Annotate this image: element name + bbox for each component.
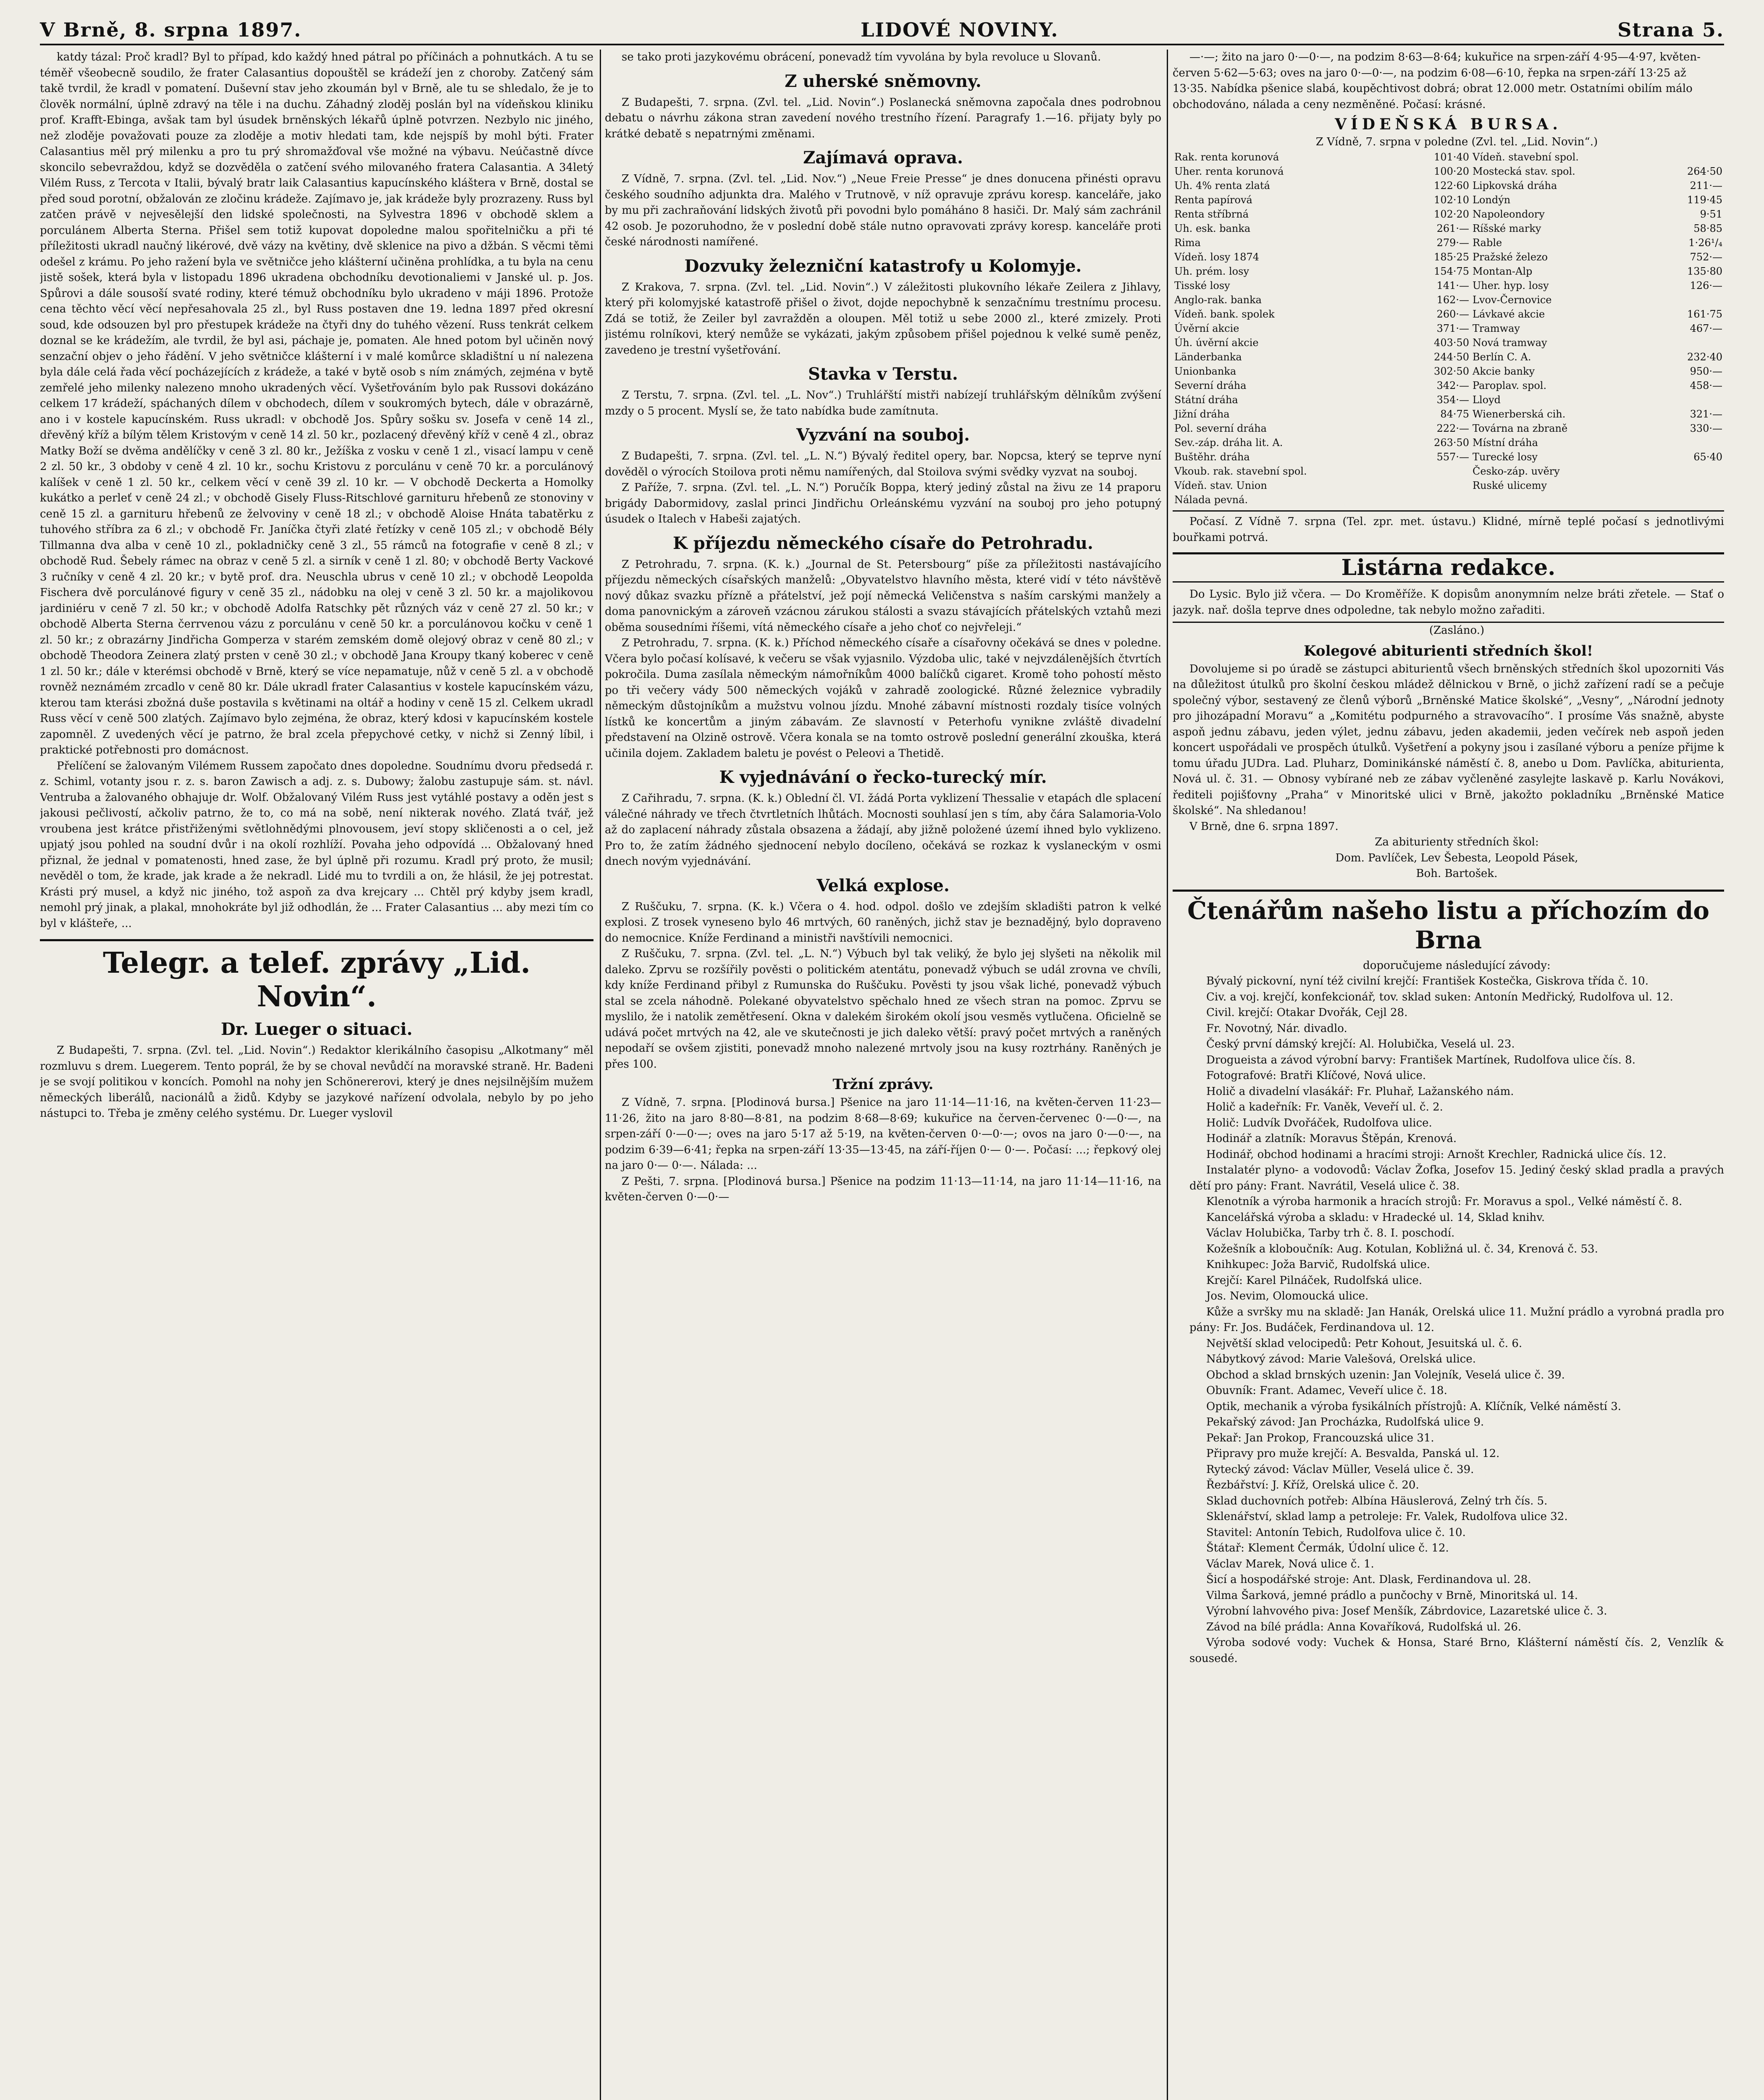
exchange-item-name: Renta stříbrná [1174, 208, 1249, 220]
exchange-row [1173, 393, 1724, 407]
exchange-item-value: 185·25 [1434, 251, 1470, 263]
article-paragraph: Z Budapešti, 7. srpna. (Zvl. tel. „Lid. Novin“.) Poslanecká sněmovna započala dnes podrobnou debatu o návrhu zákona stran zavedení nového trestního řízení. Paragrafy 1.—16. přijaty byly po krátké debatě s nepatrnými změnami. [605, 96, 1161, 140]
exchange-item-value: 154·75 [1434, 265, 1470, 277]
exchange-row [1173, 464, 1724, 478]
ad-entry: Pekařský závod: Jan Procházka, Rudolfská ulice 9. [1206, 1416, 1484, 1428]
exchange-item-value: 161·75 [1687, 308, 1722, 320]
exchange-item-value: 557·— [1436, 451, 1470, 463]
exchange-item-name: Montan-Alp [1473, 265, 1533, 277]
ad-entry: Obuvník: Frant. Adamec, Veveří ulice č. 18. [1206, 1384, 1447, 1397]
exchange-item-name: Länderbanka [1174, 351, 1242, 363]
exchange-row [1173, 364, 1724, 378]
ad-entry: Šicí a hospodářské stroje: Ant. Dlask, Ferdinandova ul. 28. [1206, 1573, 1531, 1586]
article-paragraph: Z Budapešti, 7. srpna. (Zvl. tel. „Lid. Novin“.) Redaktor klerikálního časopisu „Alkotmany“ měl rozmluvu s drem. Luegerem. Tento poprál, že by se choval nevůdčí na moravské straně. Hr. Badeni je se svojí politikou v koncích. Pomohl na nohy jen Schönererovi, který je dnes nejsilnějším mužem německých liberálů, nacionálů a židů. Kdyby se jazykové nařízení odvolala, nebylo by po jeho nástupci to. Třeba je změny celého systému. Dr. Lueger vyslovil [40, 1044, 593, 1120]
exchange-item-value: 58·85 [1693, 223, 1722, 234]
exchange-item-value: 135·80 [1687, 265, 1722, 277]
exchange-item-name: Berlín C. A. [1473, 351, 1531, 363]
ad-entry: Kancelářská výroba a skladu: v Hradecké ul. 14, Sklad knihv. [1206, 1211, 1545, 1224]
ad-entry: Instalatér plyno- a vodovodů: Václav Žofka, Josefov 15. Jediný český sklad pradla a pravých dětí pro pány: Frant. Navrátil, Veselá ulice č. 38. [1189, 1164, 1724, 1192]
page-header [40, 17, 1724, 43]
ad-entry: Civ. a voj. krejčí, konfekcionář, tov. sklad suken: Antonín Medřický, Rudolfova ul. 12. [1206, 990, 1673, 1003]
exchange-row [1173, 450, 1724, 464]
exchange-item-name: Uher. renta korunová [1174, 165, 1284, 177]
exchange-row [1173, 307, 1724, 321]
ad-entry: Fr. Novotný, Nár. divadlo. [1206, 1022, 1347, 1035]
exchange-item-name: Vkoub. rak. stavební spol. [1174, 465, 1307, 477]
exchange-item-name: Buštěhr. dráha [1174, 451, 1250, 463]
article-paragraph: Z Terstu, 7. srpna. (Zvl. tel. „L. Nov“.) Truhlářští mistři nabízejí truhlářským dělníkům zvýšení mzdy o 5 procent. Myslí se, že tato nabídka bude zamítnuta. [605, 389, 1161, 417]
ad-entry: Václav Holubička, Tarby trh č. 8. I. poschodí. [1206, 1227, 1455, 1239]
exchange-item-name: Tisské losy [1174, 280, 1230, 291]
exchange-item-value: 263·50 [1434, 437, 1470, 449]
exchange-item-name: Vídeň. losy 1874 [1174, 251, 1259, 263]
exchange-item-name: Paroplav. spol. [1473, 380, 1547, 391]
exchange-item-name: Uh. 4% renta zlatá [1174, 180, 1270, 192]
header-page-number: Strana 5. [1617, 18, 1724, 41]
exchange-item-name: Ríšské marky [1473, 223, 1541, 234]
exchange-heading: VÍDEŇSKÁ BURSA. [1335, 116, 1562, 133]
column-divider-2 [1167, 50, 1168, 2100]
article-paragraph: Z Ruščuku, 7. srpna. (K. k.) Včera o 4. hod. odpol. došlo ve zdejším skladišti patron k velké explosi. Z trosek vyneseno bylo 46 mrtvých, 60 raněných, jichž stav je beznadějný, bylo dopraveno do nemocnice. Kníže Ferdinand a ministři navštívili nemocnici. [605, 900, 1161, 945]
exchange-item-value [1658, 493, 1724, 507]
exchange-item-value: 342·— [1436, 380, 1470, 391]
exchange-item-name: Uher. hyp. losy [1473, 280, 1549, 291]
column-1 [40, 50, 593, 2100]
exchange-item-name: Vídeň. stavební spol. [1473, 151, 1579, 163]
exchange-item-value: 222·— [1436, 423, 1470, 434]
ad-entry: Závod na bílé prádla: Anna Kovaříková, Rudolfská ul. 26. [1206, 1620, 1522, 1633]
exchange-item-value: 119·45 [1687, 194, 1722, 206]
ad-entry: Klenotník a výroba harmonik a hracích strojů: Fr. Moravus a spol., Velké náměstí č. 8. [1206, 1195, 1683, 1208]
exchange-item-value: 330·— [1690, 423, 1722, 434]
exchange-row [1173, 193, 1724, 207]
exchange-item-name: Sev.-záp. dráha lit. A. [1174, 437, 1283, 449]
ad-entry: Největší sklad velocipedů: Petr Kohout, Jesuitská ul. č. 6. [1206, 1337, 1522, 1350]
kolega-text: Dovolujeme si po úradě se zástupci abiturientů všech brněnských středních škol upozorniti Vás na důležitost útulků pro školní českou mládež dělnickou v Brně, o jichž zařízení radí se a pečuje společný výbor, sestavený ze členů výborů „Brněnské Matice školské“, „Vesny“, „Národní jednoty pro jihozápadní Moravu“ a „Komitétu podpurného a stravovacího“. I prosíme Vás snažně, abyste aspoň jednu zábavu, jeden výlet, jednu zábavu, jeden akademii, jeden večírek neb aspoň jeden koncert uspořádali ve prospěch útulků. Vyšetření a pokyny jsou i zasílané výboru a peníze přijme k tomu úřadu JUDra. Lad. Pluharz, Dominikánské náměstí č. 8, anebo u Dom. Pavlíčka, abiturienta, Nová ul. č. 31. — Obnosy vybírané neb ze zábav vyčleněné zasylejte laskavě p. Karlu Novákovi, řediteli pojišťovny „Praha“ v Minoritské ulici v Brně, jakožto pokladníku „Brněnské Matice školské“. Na shledanou! [1173, 662, 1724, 817]
exchange-item-value [1658, 464, 1724, 478]
exchange-row [1173, 421, 1724, 436]
ad-entry: Hodinář a zlatník: Moravus Štěpán, Krenová. [1206, 1132, 1457, 1145]
section-heading: K příjezdu německého císaře do Petrohradu. [673, 533, 1093, 553]
exchange-item-value [1405, 478, 1471, 493]
column-2 [605, 50, 1161, 2100]
exchange-item-name: Česko-záp. uvěry [1473, 465, 1560, 477]
exchange-item-name: Unionbanka [1174, 365, 1236, 377]
exchange-item-value [1658, 150, 1724, 164]
article-paragraph: Z Budapešti, 7. srpna. (Zvl. tel. „L. N.“) Bývalý ředitel opery, bar. Nopcsa, který se teprve nyní dověděl o výrocích Stoilova proti němu namířených, dal Stoilova svými svědky vyzvat na souboj. [605, 450, 1161, 478]
exchange-item-name [1471, 493, 1658, 507]
exchange-item-name: Lvov-Černovice [1473, 294, 1552, 306]
ad-entry: Připravy pro muže krejčí: A. Besvalda, Panská ul. 12. [1206, 1447, 1500, 1460]
ad-entry: Sklenářství, sklad lamp a petroleje: Fr. Valek, Rudolfova ulice 32. [1206, 1510, 1568, 1523]
kolega-date: V Brně, dne 6. srpna 1897. [1189, 820, 1339, 833]
section-heading: Vyzvání na souboj. [796, 425, 970, 445]
ads-list [1173, 974, 1724, 1667]
exchange-item-value: 1·26¹/₄ [1688, 237, 1722, 249]
section-heading: Z uherské sněmovny. [785, 71, 982, 91]
exchange-item-name: Severní dráha [1174, 380, 1247, 391]
exchange-item-name: Anglo-rak. banka [1174, 294, 1262, 306]
ads-subheading: doporučujeme následující závody: [1363, 959, 1551, 972]
listarna-text: Do Lysic. Bylo již včera. — Do Kroměříže. K dopisům anonymním nelze bráti zřetele. — Stať o jazyk. nař. došla teprve dnes odpoledne, tak nebylo možno zařaditi. [1173, 588, 1724, 617]
kolega-signature-intro: Za abiturienty středních škol: [1375, 836, 1539, 848]
ad-entry: Fotografové: Bratři Klíčové, Nová ulice. [1206, 1069, 1426, 1082]
section-heading: Velká explose. [816, 875, 950, 895]
ad-entry: Drogueista a závod výrobní barvy: František Martínek, Rudolfova ulice čís. 8. [1206, 1053, 1635, 1066]
exchange-row [1173, 478, 1724, 493]
exchange-item-value: 84·75 [1440, 408, 1470, 420]
exchange-item-name: Továrna na zbraně [1473, 423, 1568, 434]
exchange-table [1173, 150, 1724, 507]
telegr-subheading: Dr. Lueger o situaci. [220, 1019, 413, 1039]
exchange-row [1173, 293, 1724, 307]
kolega-signature: Dom. Pavlíček, Lev Šebesta, Leopold Pásek, [1335, 851, 1578, 864]
article-paragraph: Přelíčení se žalovaným Vilémem Russem započato dnes dopoledne. Soudnímu dvoru předsedá r. z. Schiml, votanty jsou r. z. s. baron Zawisch a adj. z. s. Dubowy; žalobu zastupuje sám. st. návl. Ventruba a žalovaného obhajuje dr. Wolf. Obžalovaný Vilém Russ jest vytáhlé postavy a oděn jest s jakousi pečlivostí, ačkoliv patrno, že to, co má na sobě, není nikterak nového. Zlatá tvář, jež vroubena jest krátce přistřiženými světlohnědými plnovousem, jeví stopy skličenosti a o cel, jež upjatý jsou pohled na soudní dvůr i na okolí rozhlíží. Povaha jeho odpovídá ... Obžalovaný hned přiznal, že jednal v pomatenosti, hned zase, že byl úplně při rozumu. Kradl prý proto, že musil; nevěděl o tom, že krade, jak krade a že nekradl. Lidé mu to tvrdili a on, že hlásil, že jej potrestat. Krásti prý musel, a když nic jiného, tož aspoň za dva krejcary ... Chtěl prý kdyby jsem kradl, nemohl prý jinak, a plakal, mnohokráte byl již odhodlán, že ... Frater Calasantius ... aby mezi tím co byl v klášteře, ... [40, 759, 593, 930]
exchange-item-value: 65·40 [1693, 451, 1722, 463]
exchange-item-name: Vídeň. stav. Union [1174, 480, 1267, 491]
article-paragraph: katdy tázal: Proč kradl? Byl to případ, kdo každý hned pátral po příčinách a pohnutkách. A tu se téměř všeobecně soudilo, že frater Calasantius dopouštěl se krádeží jen z choroby. Zatčený sám takě tvrdil, že kradl v pomatení. Duševní stav jeho zkoumán byl v Brně, ale tu se shledalo, že je to člověk normální, úplně zdravý na těle i na duchu. Záhadný zloděj poslán byl na vídeňskou kliniku prof. Krafft-Ebinga, avšak tam byl úsudek brněnských lékařů úplně potvrzen. Nezbylo nic jiného, než zloděje považovati pouze za zloděje a motiv hledati tam, kde nejspíš by mohl býti. Frater Calasantius měl prý milenku a pro tu prý shromažďoval vše možné na výbavu. Neúčastně dívce skoncilo sebevraždou, když se dozvěděla o zatčení svého milovaného fratera Calasantia. A 34letý Vilém Russ, z Tercota v Italii, bývalý bratr laik Calasantius kapucínského kláštera v Brně, dostal se před soud porotní, obžalován ze zločinu krádeže. Zajímavo je, jak krádeže byly prozrazeny. Russ byl zatčen právě v nejvesělejší den lidské společnosti, na Sylvestra 1896 v obchodě sklem a porculánem Alberta Sterna. Přišel sem totiž kupovat dopoledne malou spořitelničku a při té příležitosti ukradl naučný likérové, dvě vázy na květiny, dvě sklenice na pivo a džbán. S věcmi těmi odešel z krámu. Po jeho ražení byla ve světničce jeho klášterní učiněna prohlídka, a tu byla na cenu jistě sošek, která byla v listopadu 1896 ukradena obchodníku devotionaliemi v Janské ul. p. Jos. Spůrovi a dále sousoší svaté rodiny, které témuž obchodníku bylo ukradeno v máji 1896. Protože cena těchto věcí věcí nepřesahovala 25 zl., byl Russ postaven dne 19. ledna 1897 před okresní soud, kde odsouzen byl pro přestupek krádeže na čtyři dny do tuhého vězení. Russ tenkrát celkem doznal se ke krádežím, ale tvrdil, že byl asi, páchaje je, pomaten. Ale hned potom byl učiněn nový senzační objev o jeho řádění. V jeho světničce klášterní i v malé komůrce skladištní u ní nalezena byla dále celá řada věcí pocházejících z krádeže, a také v bytě osob s ním známých, zejména v bytě zemřelé jeho milenky nalezeno mnoho ukradených věcí. Vyšetřováním bylo pak Russovi dokázáno celkem 17 krádeží, spáchaných dílem v obchodech, dílem v soukromých bytech, dále v obrazárně, ano i v kostele kapucínském. Russ ukradl: v obchodě Jos. Spůry sošku sv. Josefa v ceně 14 zl., dřevěný kříž a bílým tělem Kristovým v ceně 14 zl. 50 kr., pozlacený dřevěný kříž v ceně 4 zl., obraz Matky Boží se dvěma andělíčky v ceně 3 zl. 80 kr., Ježíška z vosku v ceně 1 zl., visací lampu v ceně 2 zl. 50 kr., 3 obdoby v ceně 4 zl. 10 kr., sochu Kristovu z porculánu v ceně 70 kr. a porculánový kalíšek v ceně 1 zl. 50 kr., celkem věcí v ceně 39 zl. 10 kr. — V obchodě Deckerta a Homolky kukátko a perleť v ceně 24 zl.; v obchodě Gisely Fluss-Ritschlové garnituru hřebenů ze stonoviny v ceně 15 zl. a garnituru hřebenů ze želvoviny v ceně 18 zl.; v obchodě Aloise Hnáta tabatěrku z tuhového stříbra za 6 zl.; v obchodě Fr. Janíčka čtyři zlaté řetízky v ceně 105 zl.; v obchodě Bély Tillmanna dva alba v ceně 10 zl., pokladničky ceně 3 zl., 55 rámců na fotografie v ceně 8 zl.; v obchodě Rud. Šebely rámec na obraz v ceně 5 zl. a sirník v ceně 1 zl. 80; v obchodě Berty Vackové 3 ručníky v ceně 4 zl. 20 kr.; v bytě prof. dra. Neuschla ubrus v ceně 10 zl.; v obchodě Leopolda Fischera dvě porculánové figury v ceně 35 zl., nádobku na olej v ceně 3 zl. 50 kr. a majolikovou jardiniéru v ceně 7 zl. 50 kr.; v obchodě Adolfa Ratschky pět různých váz v ceně 27 zl. 50 kr.; v obchodě Alberta Sterna čerrvenou vázu z porculánu v ceně 50 kr. a porculánovou kočku v ceně 1 zl. 50 kr.; z obrazárny Jindřicha Gomperza v starém zemském domě olejový obraz v ceně 80 zl.; v obchodě Theodora Zeinera zlatý prsten v ceně 30 zl.; v obchodě Jana Kroupy tkaný koberec v ceně 1 zl. 50 kr.; dále v kterémsi obchodě v Brně, který se více nepamatuje, nůž v ceně 5 zl. a v obchodě rovněž neznámém zrcadlo v ceně 80 kr. Dále ukradl frater Calasantius v kostele kapucínském vázu, kterou tam kterási zbožná duše postavila s květinami na oltář a hodiny v ceně 15 zl. Celkem ukradl Russ věcí v ceně 500 zlatých. Zajímavo bylo zejména, že obraz, který kdosi v kapucínském kostele zapomněl. Z uvedených věcí je patrno, že bral zcela přepychové cetky, v nichž si Zenný líbil, i praktické potřebnosti pro domácnost. [40, 51, 593, 756]
exchange-item-name: Státní dráha [1174, 394, 1238, 406]
exchange-row [1173, 378, 1724, 393]
article-paragraph: Z Petrohradu, 7. srpna. (K. k.) Příchod německého císaře a císařovny očekává se dnes v poledne. Včera bylo počasí kolísavé, k večeru se však vyjasnilo. Výzdoba ulic, také v nejvzdálenějších čtvrtích pokročila. Duma zasílala německým námořníkům 4000 balíčků cigaret. Kromě toho pohostí město po tři večery vády 500 německých vojáků v zahradě zoologické. Různé železnice vybradily německým důstojníkům a mužstvu volnou jízdu. Mnohé zábavní místnosti rozdaly tisíce volných lístků ke koncertům a jiným zábavám. Ze slavností v Peterhofu vynikne zvláště divadelní představení na Olzině ostrově. Včera konala se na tomto ostrově poslední generální zkouška, která učinila dojem. Zakladem baletu je povést o Peleovi a Thetidě. [605, 637, 1161, 760]
ad-entry: Štátař: Klement Čermák, Údolní ulice č. 12. [1206, 1542, 1449, 1554]
exchange-item-name: Tramway [1473, 323, 1520, 334]
ad-entry: Rytecký závod: Václav Müller, Veselá ulice č. 39. [1206, 1463, 1474, 1476]
exchange-item-value: 467·— [1690, 323, 1722, 334]
exchange-item-value [1658, 293, 1724, 307]
ad-entry: Holič a kadeřník: Fr. Vaněk, Veveří ul. č. 2. [1206, 1101, 1443, 1113]
kolega-signature: Boh. Bartošek. [1416, 867, 1498, 880]
exchange-item-name: Místní dráha [1473, 437, 1538, 449]
ad-entry: Nábytkový závod: Marie Valešová, Orelská ulice. [1206, 1353, 1476, 1365]
exchange-row [1173, 493, 1724, 507]
exchange-item-value: 122·60 [1434, 180, 1470, 192]
telegr-heading: Telegr. a telef. zprávy „Lid. Novin“. [40, 939, 593, 1013]
ad-entry: Václav Marek, Nová ulice č. 1. [1206, 1557, 1374, 1570]
exchange-item-name: Jižní dráha [1174, 408, 1230, 420]
section-heading: Tržní zprávy. [832, 1076, 934, 1093]
exchange-item-name: Lloyd [1473, 394, 1501, 406]
header-rule [40, 44, 1724, 45]
exchange-item-value: 126·— [1690, 280, 1722, 291]
exchange-row [1173, 250, 1724, 264]
ad-entry: Vilma Šarková, jemné prádlo a punčochy v Brně, Minoritská ul. 14. [1206, 1589, 1578, 1602]
ad-entry: Stavitel: Antonín Tebich, Rudolfova ulice č. 10. [1206, 1526, 1466, 1539]
exchange-item-value: 354·— [1436, 394, 1470, 406]
ad-entry: Řezbářství: J. Kříž, Orelská ulice č. 20. [1206, 1479, 1419, 1491]
exchange-item-value [1658, 478, 1724, 493]
exchange-row [1173, 178, 1724, 193]
ad-entry: Pekař: Jan Prokop, Francouzská ulice 31. [1206, 1431, 1434, 1444]
exchange-item-value: 302·50 [1434, 365, 1470, 377]
exchange-subheading: Z Vídně, 7. srpna v poledne (Zvl. tel. „Lid. Novin“.) [1315, 135, 1598, 148]
ad-entry: Civil. krejčí: Otakar Dvořák, Cejl 28. [1206, 1006, 1408, 1019]
header-masthead: LIDOVÉ NOVINY. [861, 18, 1059, 41]
exchange-item-name: Rak. renta korunová [1174, 151, 1279, 163]
exchange-item-value: 950·— [1690, 365, 1722, 377]
exchange-item-value [1405, 493, 1471, 507]
exchange-item-name: Akcie banky [1473, 365, 1535, 377]
article-paragraph: Z Paříže, 7. srpna. (Zvl. tel. „L. N.“) Poručík Boppa, který jediný zůstal na živu ze 14 praporu brigády Dabormidovy, zaslal princi Jindřichu Orleánskému vyzvání na souboj pro jeho potupný úsudek o Italech v Habeši zajatých. [605, 481, 1161, 525]
exchange-item-name: Rable [1473, 237, 1502, 249]
exchange-item-value [1658, 393, 1724, 407]
exchange-row [1173, 150, 1724, 164]
ad-entry: Hodinář, obchod hodinami a hracími stroji: Arnošt Krechler, Radnická ulice čís. 12. [1206, 1148, 1667, 1161]
section-heading: Stavka v Terstu. [808, 364, 958, 384]
exchange-item-name: Ruské ulicemy [1473, 480, 1547, 491]
market-report: —·—; žito na jaro 0·—0·—, na podzim 8·63—8·64; kukuřice na srpen-září 4·95—4·97, květen-červen 5·62—5·63; oves na jaro 0·—0·—, na podzim 6·08—6·10, řepka na srpen-září 13·25 až 13·35. Nabídka pšenice slabá, koupěchtivost dobrá; obrat 12.000 metr. Ostatními obilím málo obchodováno, nálada a ceny nezměněné. Počasí: krásné. [1173, 51, 1701, 111]
ads-heading: Čtenářům našeho listu a příchozím do Brna [1173, 890, 1724, 955]
exchange-item-value [1405, 464, 1471, 478]
ad-entry: Krejčí: Karel Pilnáček, Rudolfská ulice. [1206, 1274, 1423, 1287]
exchange-item-name: Londýn [1473, 194, 1511, 206]
exchange-item-value: 9·51 [1700, 208, 1722, 220]
exchange-row [1173, 321, 1724, 336]
ad-entry: Holič a divadelní vlasákář: Fr. Pluhař, Lažanského nám. [1206, 1085, 1514, 1098]
article-paragraph: se tako proti jazykovému obrácení, ponevadž tím vyvolána by byla revoluce u Slovanů. [622, 51, 1101, 63]
ad-entry: Kožešník a kloboučník: Aug. Kotulan, Kobližná ul. č. 34, Krenová č. 53. [1206, 1242, 1598, 1255]
exchange-item-value: 244·50 [1434, 351, 1470, 363]
exchange-row [1173, 264, 1724, 278]
exchange-item-value: 102·20 [1434, 208, 1470, 220]
exchange-item-value: 141·— [1436, 280, 1470, 291]
exchange-item-name: Pol. severní dráha [1174, 423, 1267, 434]
exchange-item-name: Rima [1174, 237, 1201, 249]
exchange-item-name: Wienerberská cih. [1473, 408, 1566, 420]
ad-entry: Jos. Nevim, Olomoucká ulice. [1206, 1290, 1369, 1302]
exchange-item-value: 321·— [1690, 408, 1722, 420]
exchange-item-value: 100·20 [1434, 165, 1470, 177]
ad-entry: Optik, mechanik a výroba fysikálních přístrojů: A. Klíčník, Velké náměstí 3. [1206, 1400, 1622, 1413]
ad-entry: Bývalý pickovní, nyní též civilní krejčí: František Kostečka, Giskrova třída č. 10. [1206, 975, 1648, 987]
exchange-item-value: 102·10 [1434, 194, 1470, 206]
exchange-row [1173, 207, 1724, 221]
exchange-row [1173, 350, 1724, 364]
exchange-item-name: Uh. prém. losy [1174, 265, 1249, 277]
exchange-item-name: Turecké losy [1473, 451, 1538, 463]
ad-entry: Sklad duchovních potřeb: Albína Häuslerová, Zelný trh čís. 5. [1206, 1494, 1548, 1507]
section-heading: Dozvuky železniční katastrofy u Kolomyje. [684, 256, 1082, 276]
exchange-item-value: 752·— [1690, 251, 1722, 263]
column-3 [1173, 50, 1724, 2100]
exchange-row [1173, 236, 1724, 250]
header-date: V Brně, 8. srpna 1897. [40, 18, 302, 41]
ad-entry: Výrobní lahvového piva: Josef Menšík, Zábrdovice, Lazaretské ulice č. 3. [1206, 1605, 1607, 1617]
exchange-item-name: Lipkovská dráha [1473, 180, 1557, 192]
article-paragraph: Z Petrohradu, 7. srpna. (K. k.) „Journal de St. Petersbourg“ píše za příležitosti nastávajícího příjezdu německých císařských manželů: „Obyvatelstvo hlavního města, které vidí v této návštěvě nový důkaz svazku přízně a přátelství, jež pojí německá Veličenstva s naším carskými manžely a doma panovnickým a zároveň vzácnou zárukou stálosti a svazu stávajících přátelských vztahů mezi oběma sousedními říšemi, vítá německého císaře a jeho choť co nejvřeleji.“ [605, 558, 1161, 634]
ad-entry: Kůže a svršky mu na skladě: Jan Hanák, Orelská ulice 11. Mužní prádlo a vyrobná pradla pro pány: Fr. Jos. Budáček, Ferdinandova ul. 12. [1189, 1305, 1724, 1334]
section-heading: Zajímavá oprava. [803, 148, 963, 168]
exchange-item-name: Napoleondory [1473, 208, 1545, 220]
ad-entry: Výroba sodové vody: Vuchek & Honsa, Staré Brno, Klášterní náměstí čís. 2, Venzlík & sousedé. [1189, 1636, 1724, 1665]
article-paragraph: Z Ruščuku, 7. srpna. (Zvl. tel. „L. N.“) Výbuch byl tak veliký, že bylo jej slyšeti na několik mil daleko. Zprvu se rozšířily pověsti o politickém atentátu, ponevadž výbuch se udál zrovna ve chvíli, kdy kníže Ferdinand přibyl z Rumunska do Ruščuku. Pověsti ty jsou však liché, ponevadž výbuch stal se zcela náhodně. Polekané obyvatelstvo spěchalo hned ze všech stran na pomoc. Zprvu se myslilo, že i natolik zemětřesení. Okna v dalekém širokém okolí jsou vesměs vytlučena. Oficielně se udává počet mrtvých na 42, ale ve skutečnosti je jich daleko větší: pravý počet mrtvých a raněných nepodaří se ovšem zjistiti, ponevadž mnoho nalezené mrtvoly jsou na kusy roztrhány. Raněných je přes 100. [605, 948, 1161, 1071]
exchange-row [1173, 407, 1724, 421]
article-paragraph: Z Vídně, 7. srpna. (Zvl. tel. „Lid. Nov.“) „Neue Freie Presse“ je dnes donucena přinésti opravu českého soudního adjunkta dra. Malého v Trutnově, v níž opravuje zprávu koresp. kanceláře, jako by mu při zachraňování lidských životů při povodni bylo pomáháno 8 hasiči. Dr. Malý sám zachránil 42 osob. Je pozoruhodno, že v poslední době stále nutno opravovati zprávy koresp. kanceláře proti české národnosti namířené. [605, 173, 1161, 248]
section-heading: K vyjednávání o řecko-turecký mír. [719, 767, 1047, 787]
exchange-row [1173, 278, 1724, 293]
article-paragraph: Z Cařihradu, 7. srpna. (K. k.) Oblední čl. VI. žádá Porta vyklizení Thessalie v etapách dle splacení válečné náhrady ve třech čtvrtletních lhůtách. Mocnosti souhlasí jen s tím, aby čára Salamoria-Volo až do zaplacení náhrady zůstala obsazena a žádají, aby jižně položené území ihned bylo vyklizeno. Pro to, že zatím žádného sjednocení nebylo docíleno, očekává se rozkaz k vyslaneckým v osmi dnech novým vyjednávání. [605, 792, 1161, 868]
exchange-item-value: 101·40 [1434, 151, 1470, 163]
exchange-item-name: Lávkavé akcie [1473, 308, 1545, 320]
exchange-item-value: 458·— [1690, 380, 1722, 391]
exchange-item-value: 261·— [1436, 223, 1470, 234]
ad-entry: Obchod a sklad brnských uzenin: Jan Volejník, Veselá ulice č. 39. [1206, 1368, 1565, 1381]
column-divider-1 [600, 50, 601, 2100]
exchange-item-value: 162·— [1436, 294, 1470, 306]
exchange-item-value: 279·— [1436, 237, 1470, 249]
weather-report: Počasí. Z Vídně 7. srpna (Tel. zpr. met. ústavu.) Klidné, mírně teplé počasí s jednotlivými bouřkami potrvá. [1173, 510, 1724, 546]
exchange-item-value: 211·— [1690, 180, 1722, 192]
exchange-item-value: 403·50 [1434, 337, 1470, 349]
article-paragraph: Z Pešti, 7. srpna. [Plodinová bursa.] Pšenice na podzim 11·13—11·14, na jaro 11·14—11·16, na květen-červen 0·—0·— [605, 1175, 1161, 1203]
exchange-row [1173, 164, 1724, 178]
exchange-item-value [1658, 336, 1724, 350]
exchange-row [1173, 336, 1724, 350]
exchange-item-name: Pražské železo [1473, 251, 1548, 263]
exchange-item-value: 260·— [1436, 308, 1470, 320]
exchange-item-name: Nálada pevná. [1174, 494, 1248, 506]
ad-entry: Knihkupec: Joža Barvič, Rudolfská ulice. [1206, 1258, 1431, 1271]
zaslano-label: (Zasláno.) [1173, 622, 1724, 639]
exchange-item-name: Uh. esk. banka [1174, 223, 1251, 234]
ad-entry: Český první dámský krejčí: Al. Holubička, Veselá ul. 23. [1206, 1038, 1515, 1050]
exchange-item-value [1658, 436, 1724, 450]
ad-entry: Holič: Ludvík Dvořáček, Rudolfova ulice. [1206, 1116, 1432, 1129]
exchange-item-name: Vídeň. bank. spolek [1174, 308, 1275, 320]
exchange-item-name: Úvěrní akcie [1174, 323, 1239, 334]
exchange-row [1173, 436, 1724, 450]
exchange-item-value: 371·— [1436, 323, 1470, 334]
listarna-heading: Listárna redakce. [1173, 552, 1724, 583]
article-paragraph: Z Vídně, 7. srpna. [Plodinová bursa.] Pšenice na jaro 11·14—11·16, na květen-červen 11·23—11·26, žito na jaro 8·80—8·81, na podzim 8·68—8·69; kukuřice na červen-červenec 0·—0·—, na srpen-září 0·—0·—; oves na jaro 5·17 až 5·19, na květen-červen 0·—0·—; ovos na jaro 0·—0·—, na podzim 6·39—6·41; řepka na srpen-září 13·35—13·45, na září-říjen 0·— 0·—. Počasí: ...; řepkový olej na jaro 0·— 0·—. Nálada: ... [605, 1096, 1161, 1172]
exchange-item-name: Nová tramway [1473, 337, 1547, 349]
exchange-item-name: Úh. úvěrní akcie [1174, 337, 1259, 349]
exchange-item-value: 264·50 [1687, 165, 1722, 177]
exchange-item-name: Mostecká stav. spol. [1473, 165, 1575, 177]
exchange-row [1173, 221, 1724, 236]
exchange-item-value: 232·40 [1687, 351, 1722, 363]
kolega-heading: Kolegové abiturienti středních škol! [1304, 642, 1593, 659]
exchange-item-name: Renta papírová [1174, 194, 1252, 206]
article-paragraph: Z Krakova, 7. srpna. (Zvl. tel. „Lid. Novin“.) V záležitosti plukovního lékaře Zeilera z Jihlavy, který při kolomyjské katastrofě přišel o život, dojde nepochybně k senzačnímu trestnímu procesu. Zdá se totiž, že Zeiler byl zavražděn a oloupen. Měl totiž u sebe 2000 zl., které zmizely. Proti jistému rolníkovi, který nemůže se vykázati, jakým způsobem přišel pojednou k velké sumě peněz, zavedeno je trestní vyšetřování. [605, 281, 1161, 357]
